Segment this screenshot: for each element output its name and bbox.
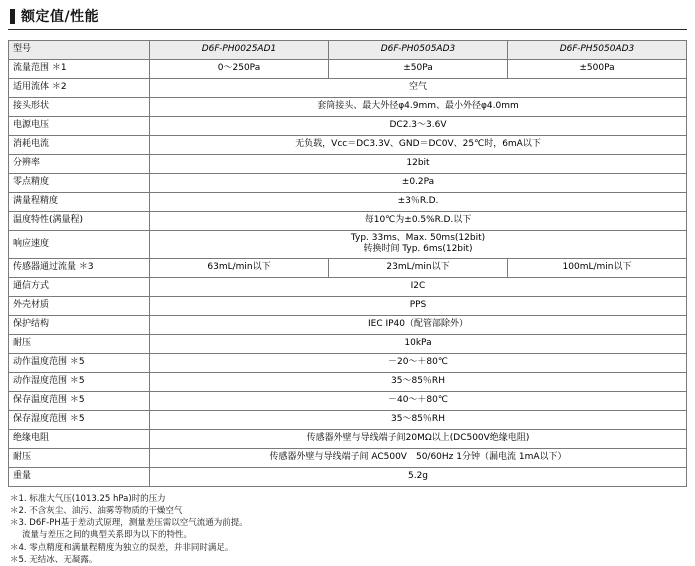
table-row — [9, 60, 687, 79]
row-value: 63mL/min以下 — [150, 258, 329, 277]
row-label: 重量 — [9, 467, 150, 486]
row-value: 12bit — [150, 155, 687, 174]
row-value: ±500Pa — [508, 60, 687, 79]
row-label: 绝缘电阻 — [9, 429, 150, 448]
table-row — [9, 277, 687, 296]
row-label: 动作湿度范围 ＊5 — [9, 372, 150, 391]
row-value: ±3％R.D. — [150, 193, 687, 212]
table-row — [9, 212, 687, 231]
row-label: 适用流体 ＊2 — [9, 79, 150, 98]
model-header-3: D6F-PH5050AD3 — [508, 41, 687, 60]
footnote-1: ＊1. 标准大气压(1013.25 hPa)时的压力 — [10, 493, 687, 505]
row-label: 型号 — [9, 41, 150, 60]
row-label: 满量程精度 — [9, 193, 150, 212]
heading-accent-bar — [10, 9, 15, 24]
row-value: －40～＋80℃ — [150, 391, 687, 410]
row-value: ±50Pa — [329, 60, 508, 79]
row-label: 响应速度 — [9, 231, 150, 259]
table-row — [9, 296, 687, 315]
footnote-3-cont: 流量与差压之间的典型关系即为以下的特性。 — [10, 529, 687, 541]
table-row — [9, 174, 687, 193]
row-value: 23mL/min以下 — [329, 258, 508, 277]
model-header-2: D6F-PH0505AD3 — [329, 41, 508, 60]
table-row — [9, 391, 687, 410]
row-value: DC2.3～3.6V — [150, 117, 687, 136]
specifications-table — [8, 40, 687, 487]
table-row — [9, 136, 687, 155]
row-label: 温度特性(满量程) — [9, 212, 150, 231]
table-row — [9, 334, 687, 353]
table-row — [9, 429, 687, 448]
row-value: 10kPa — [150, 334, 687, 353]
row-label: 保护结构 — [9, 315, 150, 334]
heading-text: 额定值/性能 — [21, 6, 99, 26]
row-label: 保存湿度范围 ＊5 — [9, 410, 150, 429]
row-label: 耐压 — [9, 334, 150, 353]
row-label: 接头形状 — [9, 98, 150, 117]
table-row — [9, 353, 687, 372]
row-value: ±0.2Pa — [150, 174, 687, 193]
table-row — [9, 231, 687, 259]
row-label: 分辨率 — [9, 155, 150, 174]
row-label: 流量范围 ＊1 — [9, 60, 150, 79]
footnote-3: ＊3. D6F-PH基于差动式原理，测量差压需以空气流通为前提。 — [10, 517, 687, 529]
table-row — [9, 467, 687, 486]
row-value: I2C — [150, 277, 687, 296]
row-label: 通信方式 — [9, 277, 150, 296]
row-value-group — [150, 231, 687, 259]
table-row — [9, 193, 687, 212]
table-row — [9, 448, 687, 467]
row-value: 无负载，Vcc＝DC3.3V、GND＝DC0V、25℃时，6mA以下 — [150, 136, 687, 155]
row-value: 套筒接头、最大外径φ4.9mm、最小外径φ4.0mm — [150, 98, 687, 117]
table-row — [9, 155, 687, 174]
row-value: 35～85％RH — [150, 372, 687, 391]
footnote-4: ＊4. 零点精度和满量程精度为独立的误差，并非同时满足。 — [10, 542, 687, 554]
table-body — [9, 41, 687, 487]
footnote-5: ＊5. 无结冰、无凝露。 — [10, 554, 687, 566]
row-label: 保存温度范围 ＊5 — [9, 391, 150, 410]
row-value: 0～250Pa — [150, 60, 329, 79]
table-row — [9, 315, 687, 334]
footnotes — [8, 493, 687, 566]
page-title — [8, 6, 687, 30]
row-value: 空气 — [150, 79, 687, 98]
row-label: 外壳材质 — [9, 296, 150, 315]
row-label: 电源电压 — [9, 117, 150, 136]
row-value: 传感器外壁与导线端子间20MΩ以上(DC500V绝缘电阻) — [150, 429, 687, 448]
table-row — [9, 98, 687, 117]
table-row — [9, 117, 687, 136]
row-label: 传感器通过流量 ＊3 — [9, 258, 150, 277]
row-value: 每10℃为±0.5%R.D.以下 — [150, 212, 687, 231]
table-row — [9, 79, 687, 98]
table-row — [9, 410, 687, 429]
row-value: PPS — [150, 296, 687, 315]
row-label: 动作温度范围 ＊5 — [9, 353, 150, 372]
row-value: 35～85％RH — [150, 410, 687, 429]
row-value: 100mL/min以下 — [508, 258, 687, 277]
row-value: 5.2g — [150, 467, 687, 486]
footnote-2: ＊2. 不含灰尘、油污、油雾等物质的干燥空气 — [10, 505, 687, 517]
table-row — [9, 372, 687, 391]
row-label: 消耗电流 — [9, 136, 150, 155]
model-header-1: D6F-PH0025AD1 — [150, 41, 329, 60]
row-value: IEC IP40（配管部除外） — [150, 315, 687, 334]
row-value-line-1: Typ. 33ms、Max. 50ms(12bit) — [154, 233, 682, 244]
row-label: 零点精度 — [9, 174, 150, 193]
table-row — [9, 258, 687, 277]
row-label: 耐压 — [9, 448, 150, 467]
table-row — [9, 41, 687, 60]
row-value: 传感器外壁与导线端子间 AC500V 50/60Hz 1分钟（漏电流 1mA以下） — [150, 448, 687, 467]
row-value-line-2: 转换时间 Typ. 6ms(12bit) — [154, 244, 682, 255]
row-value: －20～＋80℃ — [150, 353, 687, 372]
